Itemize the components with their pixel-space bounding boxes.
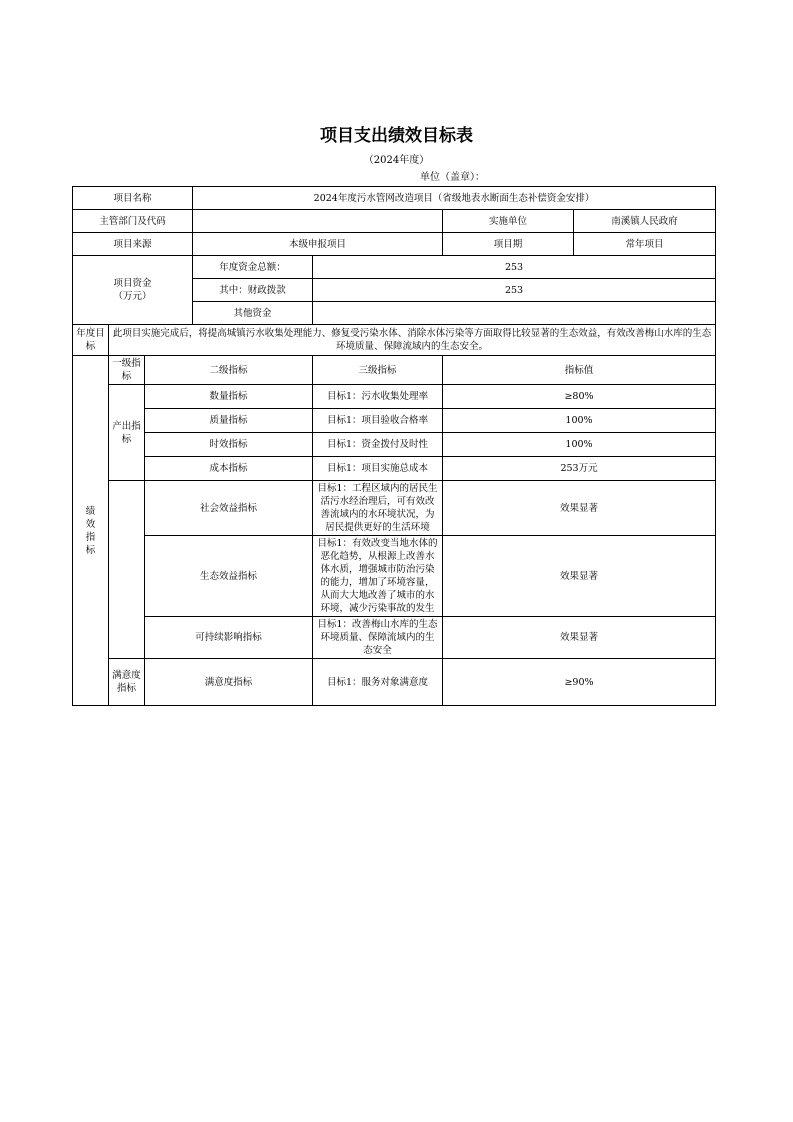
funds-fiscal-value: 253 <box>313 279 716 302</box>
project-name-row <box>73 187 716 210</box>
year-subtitle: （2024年度） <box>363 155 430 166</box>
level2-cell: 生态效益指标 <box>145 536 313 617</box>
dept-value <box>193 210 443 233</box>
impl-unit-label: 实施单位 <box>443 210 574 233</box>
level3-cell: 目标1：服务对象满意度 <box>313 659 443 706</box>
level3-cell: 目标1：污水收集处理率 <box>313 385 443 409</box>
source-value: 本级申报项目 <box>193 233 443 256</box>
annual-goal-label: 年度目标 <box>73 325 109 356</box>
header-level1: 一级指标 <box>109 356 145 385</box>
value-cell: 100% <box>443 409 716 433</box>
table-row <box>73 536 716 617</box>
level2-cell: 可持续影响指标 <box>145 617 313 659</box>
value-cell: ≥90% <box>443 659 716 706</box>
level3-cell: 目标1：项目实施总成本 <box>313 457 443 481</box>
level3-cell: 目标1：有效改变当地水体的恶化趋势，从根源上改善水体水质，增强城市防治污染的能力，增加了环境容量，从而大大地改善了城市的水环境，减少污染事故的发生 <box>313 536 443 617</box>
level3-cell: 目标1：改善梅山水库的生态环境质量、保障流域内的生态安全 <box>313 617 443 659</box>
source-row <box>73 233 716 256</box>
satisfaction-indicators-label: 满意度指标 <box>109 659 145 706</box>
period-value: 常年项目 <box>574 233 716 256</box>
value-cell: ≥80% <box>443 385 716 409</box>
funds-label-line2: （万元） <box>113 291 152 302</box>
table-row <box>73 659 716 706</box>
header-level2: 二级指标 <box>145 356 313 385</box>
level2-cell: 成本指标 <box>145 457 313 481</box>
funds-other-label: 其他资金 <box>193 302 313 325</box>
funds-fiscal-label: 其中：财政拨款 <box>193 279 313 302</box>
performance-table <box>72 186 716 706</box>
level2-cell: 社会效益指标 <box>145 481 313 536</box>
level2-cell: 时效指标 <box>145 433 313 457</box>
value-cell: 效果显著 <box>443 617 716 659</box>
page-title: 项目支出绩效目标表 <box>320 126 473 146</box>
impl-unit-value: 南溪镇人民政府 <box>574 210 716 233</box>
indicator-header-row <box>73 356 716 385</box>
table-row <box>73 409 716 433</box>
value-cell: 253万元 <box>443 457 716 481</box>
dept-label: 主管部门及代码 <box>73 210 193 233</box>
project-name-label: 项目名称 <box>73 187 193 210</box>
level3-cell: 目标1：工程区域内的居民生活污水经治理后，可有效改善流域内的水环境状况，为居民提供更好的生活环境 <box>313 481 443 536</box>
funds-total-row <box>73 256 716 279</box>
table-row <box>73 433 716 457</box>
header-level3: 三级指标 <box>313 356 443 385</box>
level2-cell: 满意度指标 <box>145 659 313 706</box>
level3-cell: 目标1：资金拨付及时性 <box>313 433 443 457</box>
funds-total-label: 年度资金总额： <box>193 256 313 279</box>
table-row <box>73 385 716 409</box>
funds-total-value: 253 <box>313 256 716 279</box>
table-row <box>73 457 716 481</box>
funds-label <box>73 256 193 325</box>
effect-indicators-label <box>109 481 145 659</box>
value-cell: 效果显著 <box>443 536 716 617</box>
annual-goal-row <box>73 325 716 356</box>
dept-row <box>73 210 716 233</box>
performance-indicators-label: 绩效指标 <box>73 356 109 706</box>
level3-cell: 目标1：项目验收合格率 <box>313 409 443 433</box>
table-row <box>73 617 716 659</box>
source-label: 项目来源 <box>73 233 193 256</box>
level2-cell: 质量指标 <box>145 409 313 433</box>
value-cell: 100% <box>443 433 716 457</box>
unit-seal-label: 单位（盖章）： <box>420 172 485 183</box>
output-indicators-label: 产出指标 <box>109 385 145 481</box>
period-label: 项目期 <box>443 233 574 256</box>
level2-cell: 数量指标 <box>145 385 313 409</box>
annual-goal-text: 此项目实施完成后，将提高城镇污水收集处理能力、修复受污染水体、消除水体污染等方面取得比较显著的生态效益，有效改善梅山水库的生态环境质量、保障流域内的生态安全。 <box>109 325 716 356</box>
value-cell: 效果显著 <box>443 481 716 536</box>
table-row <box>73 481 716 536</box>
header-value: 指标值 <box>443 356 716 385</box>
project-name-value: 2024年度污水管网改造项目（省级地表水断面生态补偿资金安排） <box>193 187 716 210</box>
funds-other-value <box>313 302 716 325</box>
funds-label-line1: 项目资金 <box>113 278 152 289</box>
